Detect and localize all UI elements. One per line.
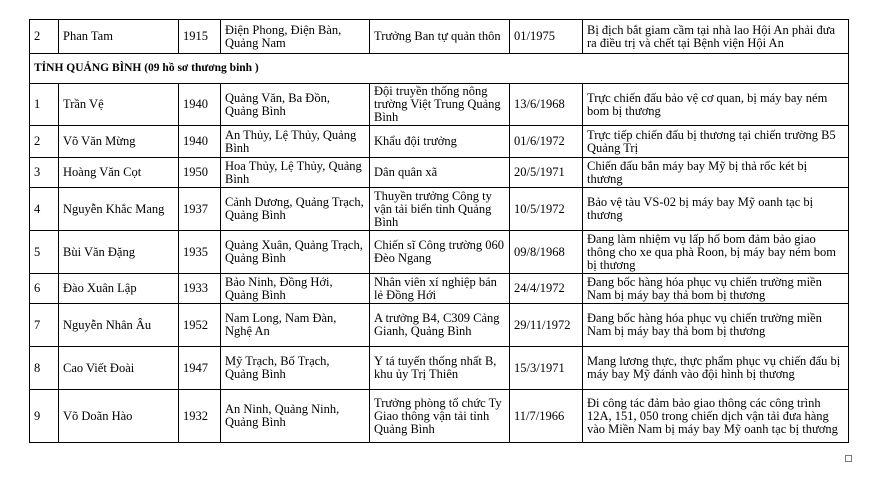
table-row <box>30 304 849 347</box>
cell-year: 1940 <box>179 84 221 126</box>
cell-date: 15/3/1971 <box>510 347 583 390</box>
cell-hometown: An Thủy, Lệ Thủy, Quảng Bình <box>221 126 370 158</box>
section-header-row <box>30 54 849 84</box>
cell-year: 1947 <box>179 347 221 390</box>
cell-stt: 7 <box>30 304 59 347</box>
cell-date: 01/1975 <box>510 20 583 54</box>
cell-position: Nhân viên xí nghiệp bán lẻ Đồng Hới <box>370 274 510 304</box>
table-row <box>30 126 849 158</box>
cell-circumstance: Đang làm nhiệm vụ lấp hố bom đảm bảo giao thông cho xe qua phà Roon, bị máy bay ném bom bị thương <box>583 231 849 274</box>
cell-position: Thuyền trưởng Công ty vận tải biển tỉnh Quảng Bình <box>370 188 510 231</box>
cell-date: 24/4/1972 <box>510 274 583 304</box>
cell-name: Hoàng Văn Cọt <box>59 158 179 188</box>
cell-stt: 2 <box>30 126 59 158</box>
table-row <box>30 347 849 390</box>
cell-position: Trưởng phòng tổ chức Ty Giao thông vận tải tỉnh Quảng Bình <box>370 390 510 443</box>
cell-name: Đào Xuân Lập <box>59 274 179 304</box>
cell-position: Khẩu đội trưởng <box>370 126 510 158</box>
section-title: TỈNH QUẢNG BÌNH (09 hồ sơ thương binh ) <box>30 54 849 84</box>
cell-hometown: Cảnh Dương, Quảng Trạch, Quảng Bình <box>221 188 370 231</box>
cell-circumstance: Chiến đấu bắn máy bay Mỹ bị thả rốc két bị thương <box>583 158 849 188</box>
cell-circumstance: Bị địch bắt giam cầm tại nhà lao Hội An phải đưa ra điều trị và chết tại Bệnh viện Hội An <box>583 20 849 54</box>
cell-year: 1932 <box>179 390 221 443</box>
cell-hometown: An Ninh, Quảng Ninh, Quảng Bình <box>221 390 370 443</box>
cell-date: 20/5/1971 <box>510 158 583 188</box>
cell-name: Võ Doãn Hào <box>59 390 179 443</box>
cell-year: 1933 <box>179 274 221 304</box>
cell-name: Phan Tam <box>59 20 179 54</box>
cell-name: Trần Vệ <box>59 84 179 126</box>
cell-circumstance: Trực tiếp chiến đấu bị thương tại chiến trường B5 Quảng Trị <box>583 126 849 158</box>
cell-date: 10/5/1972 <box>510 188 583 231</box>
table-row <box>30 231 849 274</box>
table-row <box>30 188 849 231</box>
cell-hometown: Quảng Xuân, Quảng Trạch, Quảng Bình <box>221 231 370 274</box>
table-end-marker <box>845 455 852 462</box>
cell-year: 1937 <box>179 188 221 231</box>
cell-hometown: Mỹ Trạch, Bố Trạch, Quảng Bình <box>221 347 370 390</box>
cell-position: Trưởng Ban tự quản thôn <box>370 20 510 54</box>
cell-name: Nguyễn Khắc Mang <box>59 188 179 231</box>
cell-year: 1935 <box>179 231 221 274</box>
table-row <box>30 274 849 304</box>
cell-position: Y tá tuyến thống nhất B, khu ủy Trị Thiên <box>370 347 510 390</box>
cell-hometown: Hoa Thủy, Lệ Thủy, Quảng Bình <box>221 158 370 188</box>
cell-position: Đội truyền thống nông trường Việt Trung Quảng Bình <box>370 84 510 126</box>
cell-date: 09/8/1968 <box>510 231 583 274</box>
cell-date: 11/7/1966 <box>510 390 583 443</box>
cell-date: 29/11/1972 <box>510 304 583 347</box>
cell-hometown: Bảo Ninh, Đồng Hới, Quảng Bình <box>221 274 370 304</box>
cell-name: Bùi Văn Đặng <box>59 231 179 274</box>
table-row <box>30 158 849 188</box>
cell-circumstance: Đi công tác đảm bảo giao thông các công trình 12A, 151, 050 trong chiến dịch vận tải đưa hàng vào Miền Nam bị máy bay Mỹ oanh tạc bị thương <box>583 390 849 443</box>
cell-circumstance: Trực chiến đấu bảo vệ cơ quan, bị máy bay ném bom bị thương <box>583 84 849 126</box>
cell-year: 1950 <box>179 158 221 188</box>
cell-date: 01/6/1972 <box>510 126 583 158</box>
cell-stt: 6 <box>30 274 59 304</box>
cell-stt: 8 <box>30 347 59 390</box>
cell-circumstance: Bảo vệ tàu VS-02 bị máy bay Mỹ oanh tạc bị thương <box>583 188 849 231</box>
cell-stt: 4 <box>30 188 59 231</box>
cell-year: 1915 <box>179 20 221 54</box>
cell-position: Chiến sĩ Công trường 060 Đèo Ngang <box>370 231 510 274</box>
cell-stt: 5 <box>30 231 59 274</box>
table-row <box>30 20 849 54</box>
casualty-table <box>29 19 849 443</box>
cell-hometown: Quảng Văn, Ba Đồn, Quảng Bình <box>221 84 370 126</box>
cell-year: 1940 <box>179 126 221 158</box>
cell-circumstance: Đang bốc hàng hóa phục vụ chiến trường miền Nam bị máy bay thả bom bị thương <box>583 274 849 304</box>
cell-stt: 2 <box>30 20 59 54</box>
cell-name: Nguyễn Nhân Âu <box>59 304 179 347</box>
cell-circumstance: Đang bốc hàng hóa phục vụ chiến trường miền Nam bị máy bay thả bom bị thương <box>583 304 849 347</box>
cell-circumstance: Mang lương thực, thực phẩm phục vụ chiến đấu bị máy bay Mỹ đánh vào đội hình bị thương <box>583 347 849 390</box>
table-row <box>30 84 849 126</box>
cell-stt: 9 <box>30 390 59 443</box>
cell-position: Dân quân xã <box>370 158 510 188</box>
cell-stt: 1 <box>30 84 59 126</box>
cell-stt: 3 <box>30 158 59 188</box>
table-row <box>30 390 849 443</box>
cell-name: Võ Văn Mừng <box>59 126 179 158</box>
cell-hometown: Điện Phong, Điện Bàn, Quảng Nam <box>221 20 370 54</box>
cell-year: 1952 <box>179 304 221 347</box>
cell-name: Cao Viết Đoài <box>59 347 179 390</box>
cell-hometown: Nam Long, Nam Đàn, Nghệ An <box>221 304 370 347</box>
cell-position: A trưởng B4, C309 Cảng Gianh, Quảng Bình <box>370 304 510 347</box>
cell-date: 13/6/1968 <box>510 84 583 126</box>
